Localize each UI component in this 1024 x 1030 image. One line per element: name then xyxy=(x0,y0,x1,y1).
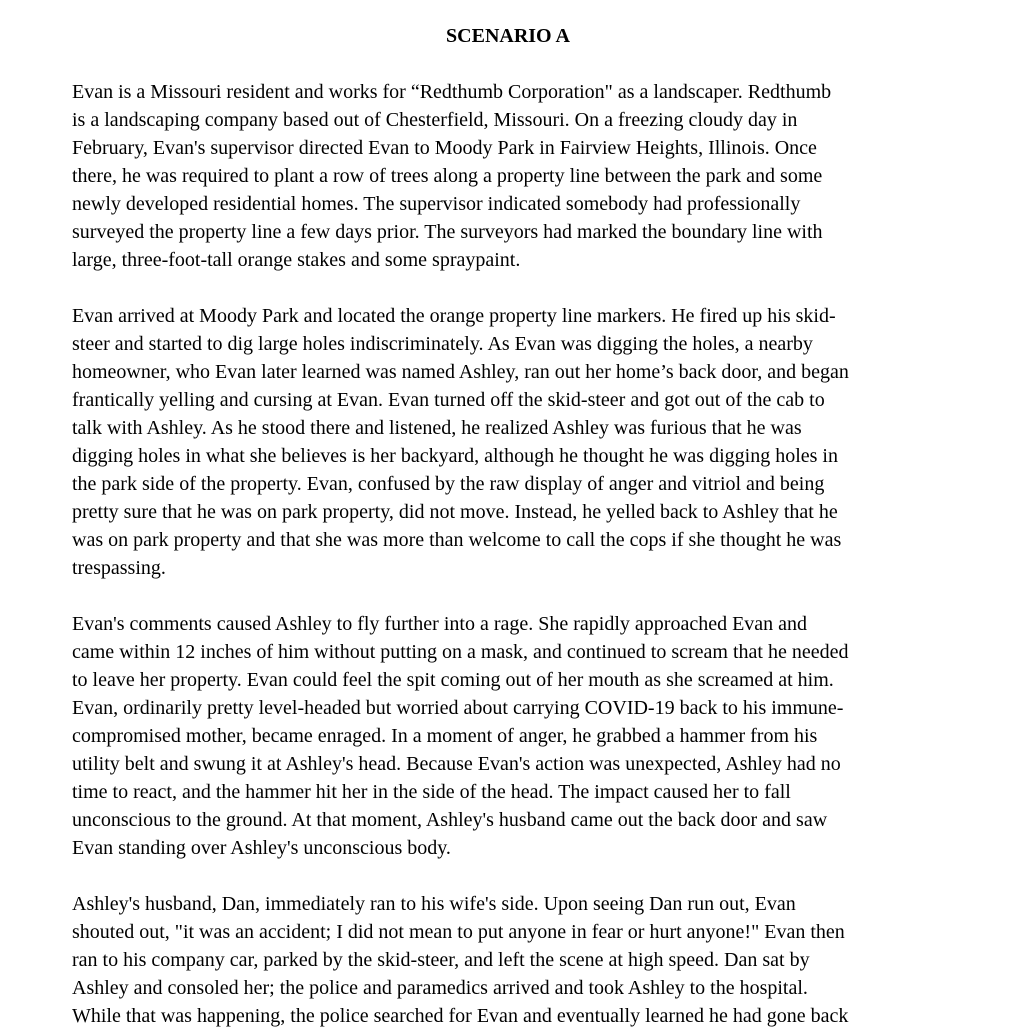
text-line: compromised mother, became enraged. In a moment of anger, he grabbed a hammer from his xyxy=(72,725,818,747)
text-line: large, three-foot-tall orange stakes and some spraypaint. xyxy=(72,249,521,271)
text-line: homeowner, who Evan later learned was named Ashley, ran out her home’s back door, and began xyxy=(72,361,849,383)
text-line: Evan's comments caused Ashley to fly further into a rage. She rapidly approached Evan and xyxy=(72,613,808,635)
text-line: time to react, and the hammer hit her in the side of the head. The impact caused her to fall xyxy=(72,781,791,803)
paragraph-4 xyxy=(72,890,944,1030)
text-line: there, he was required to plant a row of trees along a property line between the park and some xyxy=(72,165,823,187)
text-line: pretty sure that he was on park property, did not move. Instead, he yelled back to Ashley that he xyxy=(72,501,838,523)
paragraph-2 xyxy=(72,302,944,582)
text-line: surveyed the property line a few days prior. The surveyors had marked the boundary line with xyxy=(72,221,823,243)
text-line: Evan arrived at Moody Park and located the orange property line markers. He fired up his skid- xyxy=(72,305,836,327)
text-line: digging holes in what she believes is her backyard, although he thought he was digging holes in xyxy=(72,445,838,467)
paragraph-3 xyxy=(72,610,944,862)
text-line: frantically yelling and cursing at Evan. Evan turned off the skid-steer and got out of the cab to xyxy=(72,389,825,411)
text-line: is a landscaping company based out of Chesterfield, Missouri. On a freezing cloudy day in xyxy=(72,109,798,131)
text-line: the park side of the property. Evan, confused by the raw display of anger and vitriol and being xyxy=(72,473,825,495)
text-line: steer and started to dig large holes indiscriminately. As Evan was digging the holes, a nearby xyxy=(72,333,813,355)
text-line: While that was happening, the police searched for Evan and eventually learned he had gone back xyxy=(72,1005,849,1027)
text-line: Ashley and consoled her; the police and paramedics arrived and took Ashley to the hospital. xyxy=(72,977,808,999)
text-line: Evan, ordinarily pretty level-headed but worried about carrying COVID-19 back to his immune- xyxy=(72,697,844,719)
text-line: shouted out, "it was an accident; I did not mean to put anyone in fear or hurt anyone!" Evan then xyxy=(72,921,845,943)
text-line: unconscious to the ground. At that moment, Ashley's husband came out the back door and saw xyxy=(72,809,828,831)
text-line: newly developed residential homes. The supervisor indicated somebody had professionally xyxy=(72,193,801,215)
paragraph-1 xyxy=(72,78,944,274)
text-line: trespassing. xyxy=(72,557,166,579)
text-line: Evan standing over Ashley's unconscious body. xyxy=(72,837,451,859)
text-line: utility belt and swung it at Ashley's head. Because Evan's action was unexpected, Ashley had no xyxy=(72,753,841,775)
text-line: February, Evan's supervisor directed Evan to Moody Park in Fairview Heights, Illinois. Once xyxy=(72,137,817,159)
text-line: Ashley's husband, Dan, immediately ran to his wife's side. Upon seeing Dan run out, Evan xyxy=(72,893,796,915)
document-title: SCENARIO A xyxy=(446,25,570,47)
text-line: was on park property and that she was more than welcome to call the cops if she thought he was xyxy=(72,529,842,551)
text-line: talk with Ashley. As he stood there and listened, he realized Ashley was furious that he was xyxy=(72,417,802,439)
document-page xyxy=(72,0,944,1030)
text-line: ran to his company car, parked by the skid-steer, and left the scene at high speed. Dan sat by xyxy=(72,949,810,971)
text-line: to leave her property. Evan could feel the spit coming out of her mouth as she screamed at him. xyxy=(72,669,834,691)
text-line: came within 12 inches of him without putting on a mask, and continued to scream that he needed xyxy=(72,641,849,663)
text-line: Evan is a Missouri resident and works for “Redthumb Corporation" as a landscaper. Redthumb xyxy=(72,81,832,103)
